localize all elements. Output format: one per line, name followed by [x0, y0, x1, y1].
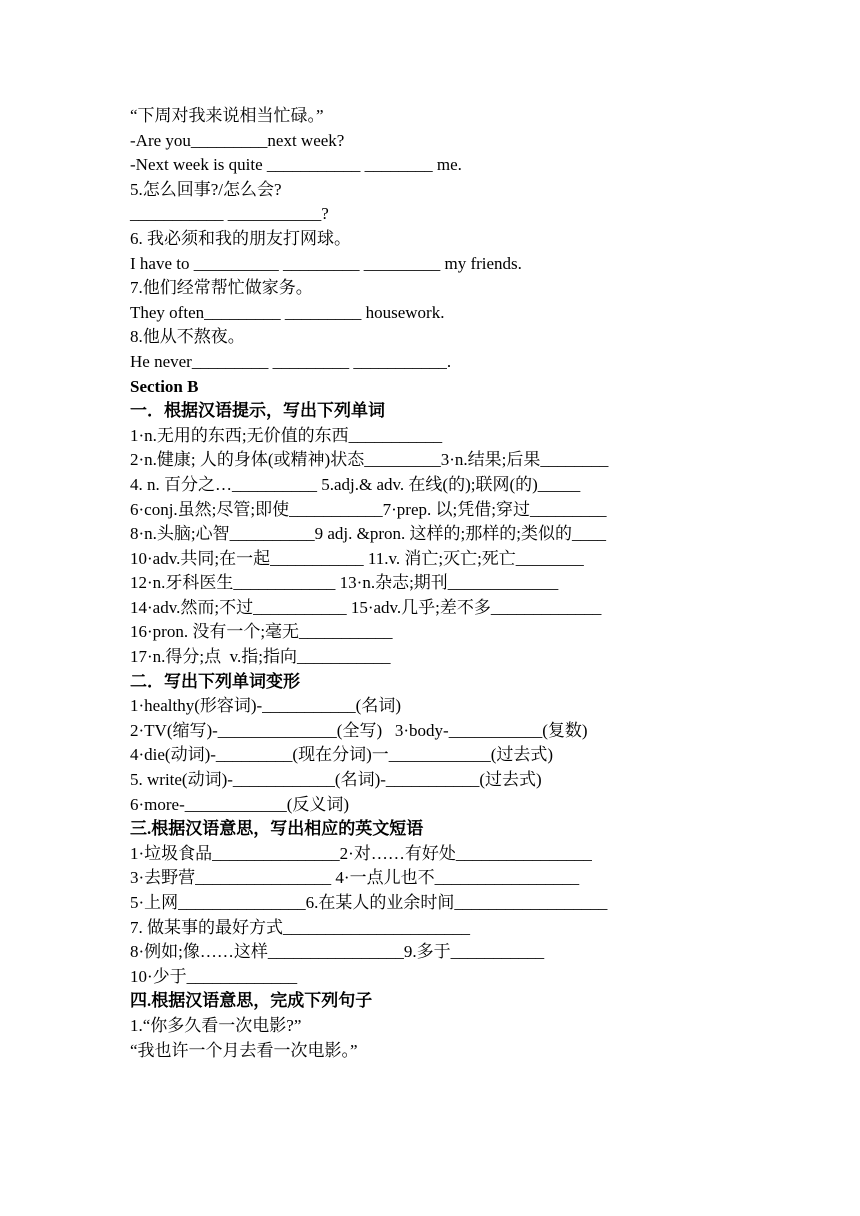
worksheet-line: 2·TV(缩写)-______________(全写) 3·body-___________(复数): [130, 720, 588, 740]
worksheet-line: 16·pron. 没有一个;毫无___________: [130, 622, 393, 642]
worksheet-line: 1.“你多久看一次电影?”: [130, 1015, 302, 1035]
worksheet-line: 5.怎么回事?/怎么会?: [130, 179, 282, 199]
worksheet-line: He never_________ _________ ___________.: [130, 351, 452, 371]
worksheet-line: 8·例如;像……这样________________9.多于___________: [130, 942, 545, 962]
section-heading: 一．根据汉语提示，写出下列单词: [130, 401, 385, 421]
worksheet-line: 2·n.健康; 人的身体(或精神)状态_________3·n.结果;后果________: [130, 450, 609, 470]
section-heading: Section B: [130, 376, 199, 396]
worksheet-line: 8·n.头脑;心智__________9 adj. &pron. 这样的;那样的;类似的____: [130, 524, 606, 544]
worksheet-line: I have to __________ _________ _________ my friends.: [130, 253, 522, 273]
worksheet-line: 5. write(动词)-____________(名词)-___________(过去式): [130, 770, 542, 790]
worksheet-line: 10·adv.共同;在一起___________ 11.v. 消亡;灭亡;死亡________: [130, 548, 584, 568]
worksheet-line: “下周对我来说相当忙碌。”: [130, 106, 324, 125]
section-heading: 二．写出下列单词变形: [130, 671, 300, 691]
worksheet-line: 6. 我必须和我的朋友打网球。: [130, 228, 351, 248]
worksheet-line: 7. 做某事的最好方式______________________: [130, 917, 470, 937]
worksheet-line: 3·去野营________________ 4·一点儿也不_________________: [130, 868, 580, 888]
worksheet-line: 12·n.牙科医生____________ 13·n.杂志;期刊_____________: [130, 573, 559, 593]
worksheet-line: “我也许一个月去看一次电影。”: [130, 1040, 358, 1060]
worksheet-line: 14·adv.然而;不过___________ 15·adv.几乎;差不多_____________: [130, 597, 602, 617]
worksheet-line: 17·n.得分;点 v.指;指向___________: [130, 647, 391, 667]
worksheet-line: 1·n.无用的东西;无价值的东西___________: [130, 425, 443, 445]
worksheet-line: ___________ ___________?: [130, 204, 329, 224]
worksheet-line: 1·healthy(形容词)-___________(名词): [130, 696, 402, 716]
worksheet-line: 8.他从不熬夜。: [130, 327, 245, 347]
worksheet-line: 6·more-____________(反义词): [130, 794, 350, 814]
worksheet-line: 1·垃圾食品_______________2·对……有好处________________: [130, 843, 592, 863]
worksheet-line: 7.他们经常帮忙做家务。: [130, 278, 313, 298]
worksheet-line: 5·上网_______________6.在某人的业余时间__________________: [130, 893, 608, 912]
worksheet-line: 4·die(动词)-_________(现在分词)一____________(过去式): [130, 745, 554, 765]
worksheet-line: They often_________ _________ housework.: [130, 302, 445, 322]
worksheet-line: 4. n. 百分之…__________ 5.adj.& adv. 在线(的);联网(的)_____: [130, 474, 581, 494]
worksheet-line: 6·conj.虽然;尽管;即使___________7·prep. 以;凭借;穿过_________: [130, 499, 607, 519]
worksheet-line: -Are you_________next week?: [130, 130, 345, 150]
section-heading: 三.根据汉语意思，写出相应的英文短语: [130, 819, 424, 839]
worksheet-page: [130, 104, 830, 1063]
worksheet-line: -Next week is quite ___________ ________ me.: [130, 155, 462, 175]
worksheet-line: 10·少于_____________: [130, 966, 298, 986]
section-heading: 四.根据汉语意思，完成下列句子: [130, 991, 373, 1011]
